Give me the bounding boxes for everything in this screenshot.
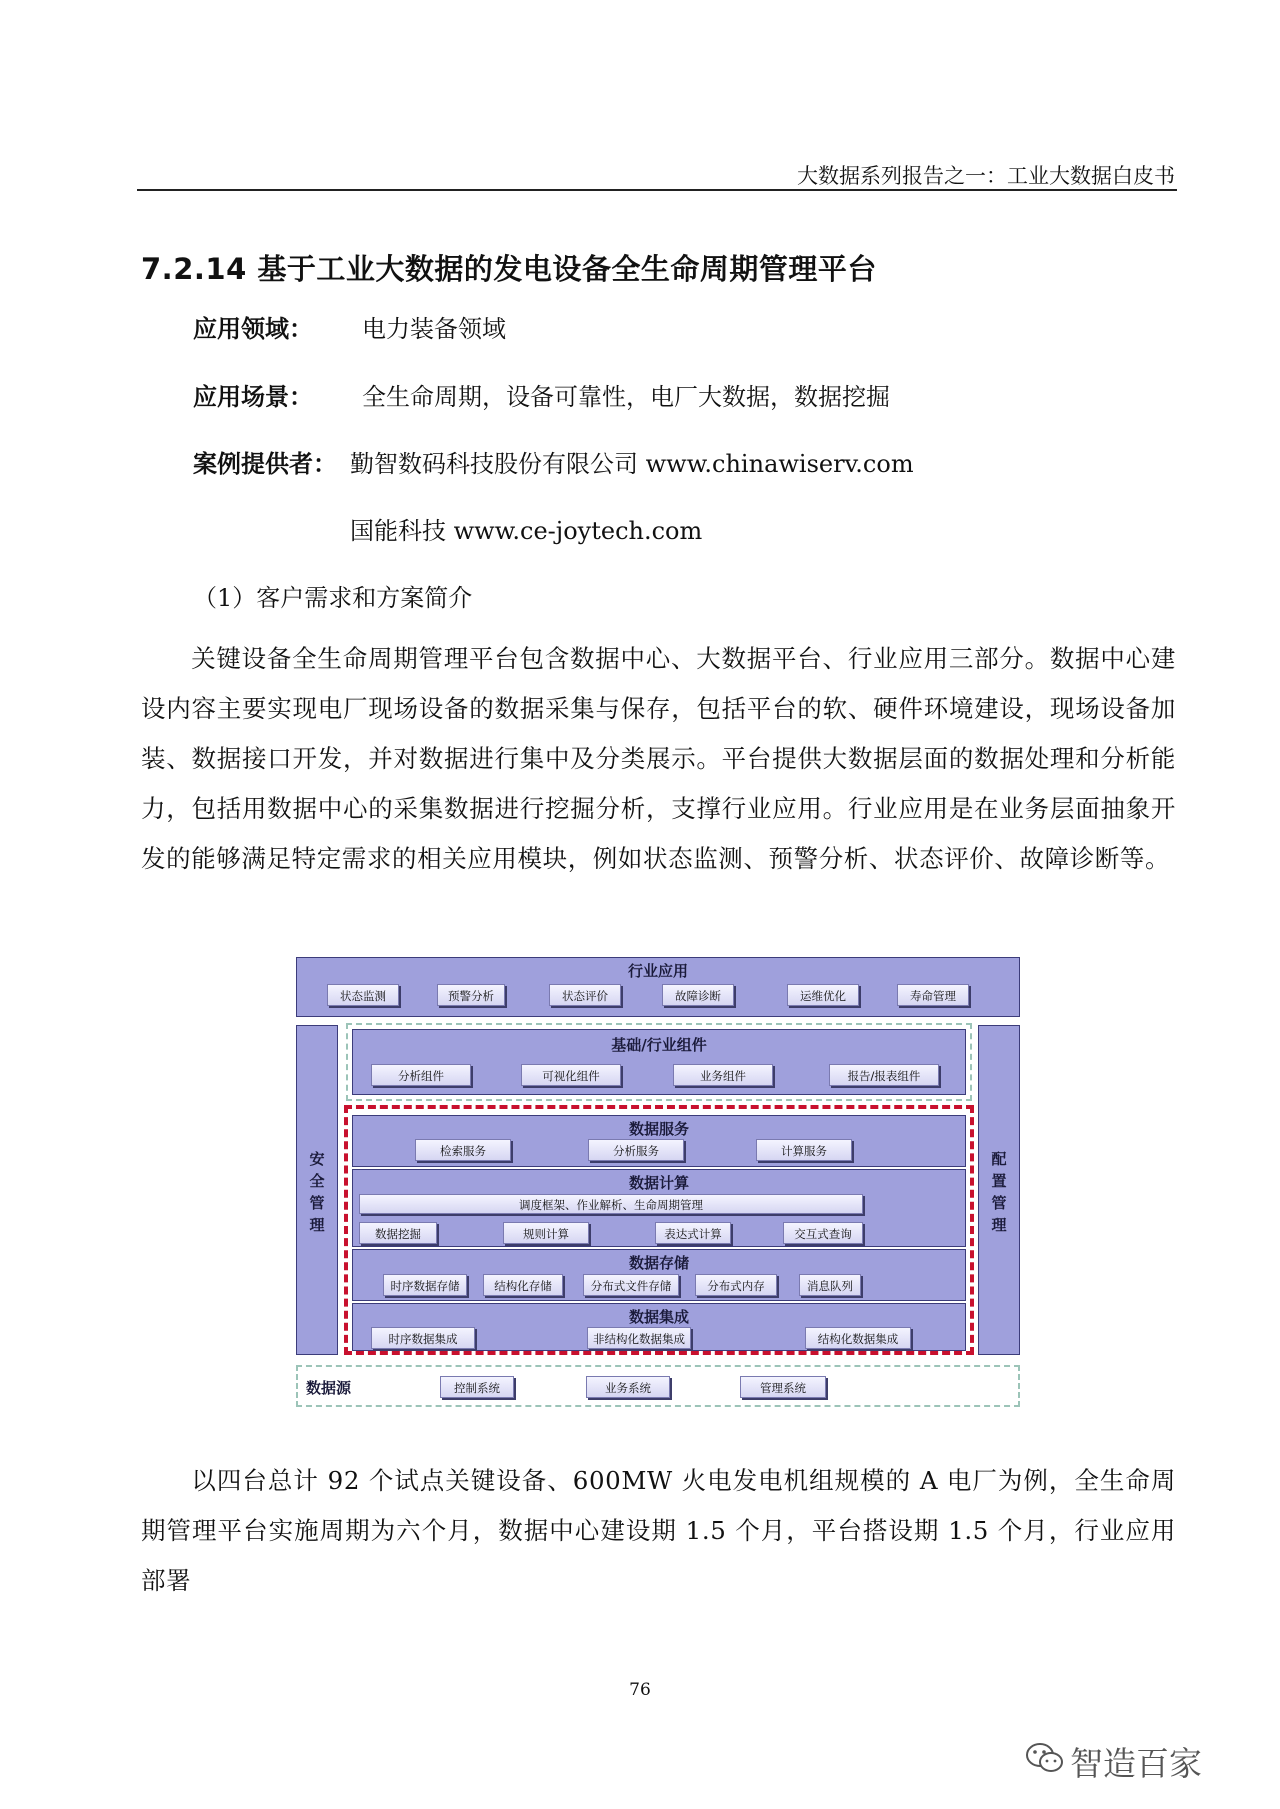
data-service-band	[352, 1115, 966, 1167]
chip-fault-diagnosis: 故障诊断	[662, 984, 734, 1006]
chip-compute-service: 计算服务	[756, 1139, 852, 1161]
config-management-column	[978, 1025, 1020, 1355]
chip-timeseries-integration: 时序数据集成	[371, 1327, 475, 1349]
wechat-icon	[1025, 1740, 1065, 1776]
chip-visualization-component: 可视化组件	[521, 1064, 621, 1086]
paragraph-2	[141, 1456, 1176, 1606]
chip-lifetime-management: 寿命管理	[897, 984, 969, 1006]
data-storage-band	[352, 1249, 966, 1301]
section-title: 7.2.14 基于工业大数据的发电设备全生命周期管理平台	[141, 252, 877, 286]
page-number: 76	[629, 1680, 651, 1700]
chip-management-system: 管理系统	[740, 1376, 826, 1398]
data-storage-title: 数据存储	[628, 1254, 689, 1272]
industry-app-band	[296, 957, 1020, 1017]
chip-analysis-component: 分析组件	[371, 1064, 471, 1086]
architecture-diagram	[294, 955, 1022, 1455]
chip-expression-compute: 表达式计算	[655, 1222, 731, 1244]
chip-rule-compute: 规则计算	[503, 1222, 589, 1244]
header-rule	[137, 189, 1177, 191]
data-compute-band	[352, 1169, 966, 1247]
chip-control-system: 控制系统	[440, 1376, 514, 1398]
running-header: 大数据系列报告之一：工业大数据白皮书	[797, 164, 1175, 188]
scenario-label: 应用场景：	[193, 383, 313, 411]
data-integration-band	[352, 1303, 966, 1351]
chip-timeseries-storage: 时序数据存储	[383, 1274, 467, 1296]
scenario-value: 全生命周期，设备可靠性，电厂大数据，数据挖掘	[362, 383, 890, 411]
chip-ops-optimization: 运维优化	[787, 984, 859, 1006]
security-management-column	[296, 1025, 338, 1355]
chip-warning-analysis: 预警分析	[437, 984, 505, 1006]
chip-distributed-memory: 分布式内存	[695, 1274, 777, 1296]
field-value: 电力装备领域	[362, 315, 506, 343]
chip-message-queue: 消息队列	[799, 1274, 861, 1296]
data-integration-title: 数据集成	[628, 1308, 689, 1326]
chip-analysis-service: 分析服务	[588, 1139, 684, 1161]
chip-unstructured-integration: 非结构化数据集成	[587, 1327, 691, 1349]
provider-value-2: 国能科技 www.ce-joytech.com	[350, 517, 703, 545]
config-management-label: 配置管理	[991, 1150, 1007, 1234]
chip-status-evaluation: 状态评价	[549, 984, 621, 1006]
chip-scheduling-framework: 调度框架、作业解析、生命周期管理	[359, 1194, 863, 1214]
base-components-band	[352, 1029, 966, 1095]
watermark: 智造百家	[1070, 1744, 1202, 1783]
chip-data-mining: 数据挖掘	[359, 1222, 437, 1244]
data-compute-title: 数据计算	[628, 1174, 689, 1192]
field-label: 应用领域：	[193, 315, 313, 343]
chip-business-component: 业务组件	[673, 1064, 773, 1086]
data-source-title: 数据源	[306, 1379, 352, 1397]
provider-value-1: 勤智数码科技股份有限公司 www.chinawiserv.com	[350, 450, 914, 478]
chip-business-system: 业务系统	[586, 1376, 670, 1398]
provider-label: 案例提供者：	[193, 450, 337, 478]
chip-structured-storage: 结构化存储	[483, 1274, 563, 1296]
data-source-outline	[296, 1365, 1020, 1407]
chip-interactive-query: 交互式查询	[783, 1222, 863, 1244]
paragraph-1	[141, 634, 1176, 884]
base-components-title: 基础/行业组件	[611, 1036, 707, 1054]
paragraph-1-text: 关键设备全生命周期管理平台包含数据中心、大数据平台、行业应用三部分。数据中心建设内容主要实现电厂现场设备的数据采集与保存，包括平台的软、硬件环境建设，现场设备加装、数据接口开发，并对数据进行集中及分类展示。平台提供大数据层面的数据处理和分析能力，包括用数据中心的采集数据进行挖掘分析，支撑行业应用。行业应用是在业务层面抽象开发的能够满足特定需求的相关应用模块，例如状态监测、预警分析、状态评价、故障诊断等。	[141, 644, 1176, 873]
industry-app-title: 行业应用	[627, 962, 688, 980]
data-service-title: 数据服务	[628, 1120, 689, 1138]
chip-search-service: 检索服务	[415, 1139, 511, 1161]
paragraph-2-text: 以四台总计 92 个试点关键设备、600MW 火电发电机组规模的 A 电厂为例，全生命周期管理平台实施周期为六个月，数据中心建设期 1.5 个月，平台搭设期 1.5 个月，行业应用部署	[141, 1466, 1176, 1595]
chip-structured-integration: 结构化数据集成	[805, 1327, 911, 1349]
chip-status-monitoring: 状态监测	[327, 984, 399, 1006]
chip-report-component: 报告/报表组件	[829, 1064, 939, 1086]
subheading: （1）客户需求和方案简介	[193, 584, 473, 612]
chip-distributed-file-storage: 分布式文件存储	[583, 1274, 679, 1296]
security-management-label: 安全管理	[309, 1150, 325, 1234]
